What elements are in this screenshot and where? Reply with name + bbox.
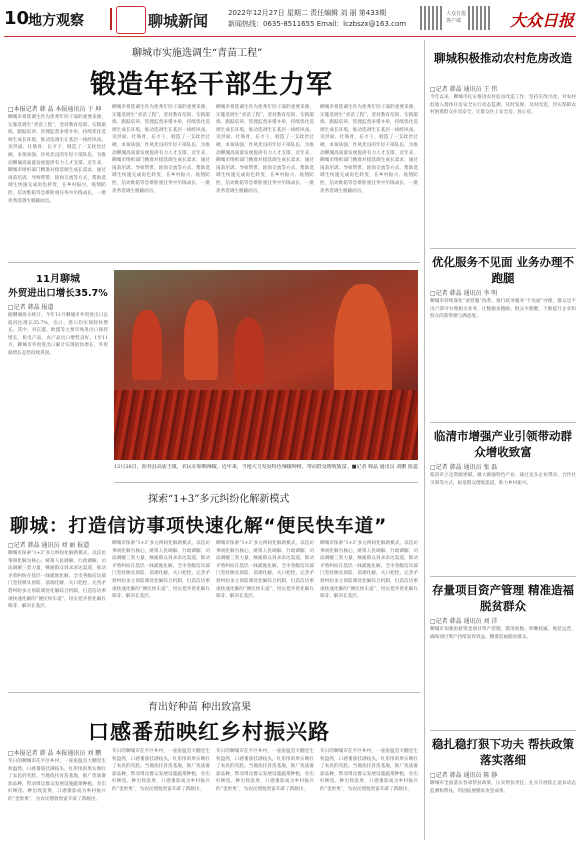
section-divider	[430, 422, 576, 423]
middle-body-col3: 聊城市探索“1+3”多元纠纷化解新模式，以信访事项化解为核心，统筹人民调解、行政调解、司法调解三类力量，畅通群众诉求表达渠道，推动矛盾纠纷在基层一线就地化解。全市各级信访部门坚持源头预防、前端化解、关口把控，完善矛盾纠纷多元预防调处化解综合机制，打造信访事项快速化解的“便民快车道”，切实把矛盾化解在萌芽、解决在基层。	[216, 541, 314, 600]
middle-body-col1: 聊城市探索“1+3”多元纠纷化解新模式，以信访事项化解为核心，统筹人民调解、行政调解、司法调解三类力量，畅通群众诉求表达渠道，推动矛盾纠纷在基层一线就地化解。全市各级信访部门坚持源头预防、前端化解、关口把控，完善矛盾纠纷多元预防调处化解综合机制，打造信访事项快速化解的“便民快车道”，切实把矛盾化解在萌芽、解决在基层。	[8, 551, 106, 610]
section-divider	[430, 576, 576, 577]
stat-subtitle: 外贸进出口增长35.7%	[8, 288, 108, 299]
photo-figure	[234, 318, 264, 384]
photo-figure	[132, 310, 162, 380]
photo-caption: 12月26日，阳谷县高庙王镇，农民在晾晒辣椒。近年来，当地大力发展特色辣椒种植，带动群众增收致富。■记者 韩晶 通讯员 刘鹏 报道	[114, 464, 418, 470]
header-rule	[4, 36, 576, 37]
middle-byline: □记者 韩晶 通讯员 刘 丽 报道	[8, 542, 90, 549]
sidebar-story-body: 聊城市加强衔接资金项目资产管理，摸清底数、明晰权属、规范运营，确保项目资产持续发挥效益，精准造福脱贫群众。	[430, 627, 576, 640]
section-divider	[114, 482, 418, 483]
lead-byline: □本报记者 韩 晶 本报通讯员 于 坤	[8, 106, 102, 113]
page-number: 10	[4, 8, 30, 29]
sidebar-story-title: 存量项目资产管理 精准造福脱贫群众	[431, 583, 574, 613]
lead-headline: 锻造年轻干部生力军	[90, 70, 334, 100]
page-header	[0, 0, 580, 38]
date-line: 2022年12月27日 星期二 责任编辑 刘 丽 第433期	[228, 9, 387, 17]
sidebar-story-byline: □记者 韩晶 通讯员 王 伟	[430, 86, 498, 93]
section-divider	[8, 692, 420, 693]
bottom-body-col4: 冬日的聊城市茌平区乡村，一座座温室大棚里生机盎然，口感番茄挂满枝头，红彤彤的果实映红了农民的笑脸。当地依托育苗基地，推广优质番茄品种，带动周边群众发展设施蔬菜种植，育出好种苗、种出致富果，口感番茄成为乡村振兴的“金果果”，为农民增收致富开辟了新路径。	[320, 749, 418, 792]
photo-chili-field	[114, 390, 418, 460]
lead-body-col1: 聊城市将选调生作为优秀年轻干部的重要来源，实施选调生“青苗工程”，坚持教育培训、实践锻炼、跟踪培养、管理监督多措并举，持续优化选调生成长环境，推动选调生在基层一线经风雨、见世面、壮筋骨、长才干，锻造了一支政治过硬、本领高强、作风优良的年轻干部队伍，为推动聊城高质量发展提供有力人才支撑。近年来，聊城市组织部门精准对接选调生成长需求，通过岗前培训、导师帮带、轮岗交流等方式，帮助选调生快速完成角色转变，在乡村振兴、疫情防控、信访维稳等急难险重任务中历练成长，一批优秀选调生脱颖而出。	[8, 115, 106, 204]
sidebar-story-body: 聊城市全面落实各项帮扶政策，压实帮扶责任，扎实开展防止返贫动态监测和帮扶，巩固拓展脱贫攻坚成果。	[430, 781, 576, 794]
middle-kicker: 探索“1+3”多元纠纷化解新模式	[148, 494, 290, 505]
sidebar-story-title: 聊城积极推动农村危房改造	[434, 51, 572, 65]
column-title: 聊城新闻	[148, 12, 209, 30]
middle-body-col4: 聊城市探索“1+3”多元纠纷化解新模式，以信访事项化解为核心，统筹人民调解、行政调解、司法调解三类力量，畅通群众诉求表达渠道，推动矛盾纠纷在基层一线就地化解。全市各级信访部门坚持源头预防、前端化解、关口把控，完善矛盾纠纷多元预防调处化解综合机制，打造信访事项快速化解的“便民快车道”，切实把矛盾化解在萌芽、解决在基层。	[320, 541, 418, 600]
sidebar-story-title: 稳扎稳打狠下功夫 帮扶政策落实落细	[431, 737, 574, 767]
lead-body-col4: 聊城市将选调生作为优秀年轻干部的重要来源，实施选调生“青苗工程”，坚持教育培训、实践锻炼、跟踪培养、管理监督多措并举，持续优化选调生成长环境，推动选调生在基层一线经风雨、见世面、壮筋骨、长才干，锻造了一支政治过硬、本领高强、作风优良的年轻干部队伍，为推动聊城高质量发展提供有力人才支撑。近年来，聊城市组织部门精准对接选调生成长需求，通过岗前培训、导师帮带、轮岗交流等方式，帮助选调生快速完成角色转变，在乡村振兴、疫情防控、信访维稳等急难险重任务中历练成长，一批优秀选调生脱颖而出。	[320, 105, 418, 194]
middle-body-col2: 聊城市探索“1+3”多元纠纷化解新模式，以信访事项化解为核心，统筹人民调解、行政调解、司法调解三类力量，畅通群众诉求表达渠道，推动矛盾纠纷在基层一线就地化解。全市各级信访部门坚持源头预防、前端化解、关口把控，完善矛盾纠纷多元预防调处化解综合机制，打造信访事项快速化解的“便民快车道”，切实把矛盾化解在萌芽、解决在基层。	[112, 541, 210, 600]
middle-headline: 聊城：打造信访事项快速化解“便民快车道”	[10, 516, 388, 537]
column-divider	[424, 40, 425, 840]
header-divider	[110, 8, 112, 30]
sidebar-story-byline: □记者 韩晶 通讯员 陈 静	[430, 772, 498, 779]
stat-byline: □记者 韩晶 报道	[8, 304, 54, 311]
contact-line: 新闻热线：0635-8511655 Email：lczbszx@163.com	[228, 20, 407, 28]
bottom-body-col3: 冬日的聊城市茌平区乡村，一座座温室大棚里生机盎然，口感番茄挂满枝头，红彤彤的果实映红了农民的笑脸。当地依托育苗基地，推广优质番茄品种，带动周边群众发展设施蔬菜种植，育出好种苗、种出致富果，口感番茄成为乡村振兴的“金果果”，为农民增收致富开辟了新路径。	[216, 749, 314, 792]
sidebar	[430, 40, 576, 840]
qr-code-icon	[420, 6, 444, 30]
bottom-byline: □本报记者 韩 晶 本报通讯员 刘 鹏	[8, 750, 102, 757]
sidebar-story-byline: □记者 韩晶 通讯员 刘 洋	[430, 618, 498, 625]
section-divider	[430, 730, 576, 731]
bottom-body-col1: 冬日的聊城市茌平区乡村，一座座温室大棚里生机盎然，口感番茄挂满枝头，红彤彤的果实映红了农民的笑脸。当地依托育苗基地，推广优质番茄品种，带动周边群众发展设施蔬菜种植，育出好种苗、种出致富果，口感番茄成为乡村振兴的“金果果”，为农民增收致富开辟了新路径。	[8, 759, 106, 802]
stat-body: 据聊城海关统计，今年11月聊城市外贸进出口总值同比增长35.7%，出口、进口均实现较快增长。其中，对东盟、欧盟等主要市场进出口保持增长，机电产品、农产品出口增势良好。1至11月，聊城市外贸进出口累计实现较快增长，外贸稳增长态势持续巩固。	[8, 313, 108, 356]
newspaper-logo-icon	[116, 6, 146, 34]
section-divider	[8, 262, 420, 263]
sidebar-story-byline: □记者 韩晶 通讯员 李 明	[430, 290, 498, 297]
sidebar-story-body: 聊城市持续深化“放管服”改革，推行政务服务“不见面”办理，群众足不出户即可办理相关业务，让数据多跑路、群众少跑腿，不断提升企业和群众的获得感与满意度。	[430, 299, 576, 320]
lead-kicker: 聊城市实施选调生“青苗工程”	[132, 48, 263, 59]
bottom-body-col2: 冬日的聊城市茌平区乡村，一座座温室大棚里生机盎然，口感番茄挂满枝头，红彤彤的果实映红了农民的笑脸。当地依托育苗基地，推广优质番茄品种，带动周边群众发展设施蔬菜种植，育出好种苗、种出致富果，口感番茄成为乡村振兴的“金果果”，为农民增收致富开辟了新路径。	[112, 749, 210, 792]
photo-figure	[184, 300, 218, 380]
stat-title: 11月聊城	[36, 274, 80, 285]
section-divider	[430, 248, 576, 249]
qr-label-1: 大众日报客户端	[446, 11, 467, 24]
qr-code-icon	[468, 6, 492, 30]
sidebar-story-body: 临清市立足资源禀赋，做大做强特色产业，通过龙头企业带动、合作社引领等方式，拓宽群众增收渠道，助力乡村振兴。	[430, 473, 576, 486]
lead-body-col2: 聊城市将选调生作为优秀年轻干部的重要来源，实施选调生“青苗工程”，坚持教育培训、实践锻炼、跟踪培养、管理监督多措并举，持续优化选调生成长环境，推动选调生在基层一线经风雨、见世面、壮筋骨、长才干，锻造了一支政治过硬、本领高强、作风优良的年轻干部队伍，为推动聊城高质量发展提供有力人才支撑。近年来，聊城市组织部门精准对接选调生成长需求，通过岗前培训、导师帮带、轮岗交流等方式，帮助选调生快速完成角色转变，在乡村振兴、疫情防控、信访维稳等急难险重任务中历练成长，一批优秀选调生脱颖而出。	[112, 105, 210, 194]
sidebar-story-body: 今年以来，聊城市扎实推进农村危房改造工作，坚持应改尽改，对农村低收入群体住房安全实行动态监测，及时发现、及时改造，切实保障农村困难群众住房安全，让群众住上安全房、放心房。	[430, 95, 576, 116]
bottom-headline: 口感番茄映红乡村振兴路	[88, 720, 330, 744]
sidebar-story-byline: □记者 韩晶 通讯员 张 磊	[430, 464, 498, 471]
lead-body-col3: 聊城市将选调生作为优秀年轻干部的重要来源，实施选调生“青苗工程”，坚持教育培训、实践锻炼、跟踪培养、管理监督多措并举，持续优化选调生成长环境，推动选调生在基层一线经风雨、见世面、壮筋骨、长才干，锻造了一支政治过硬、本领高强、作风优良的年轻干部队伍，为推动聊城高质量发展提供有力人才支撑。近年来，聊城市组织部门精准对接选调生成长需求，通过岗前培训、导师帮带、轮岗交流等方式，帮助选调生快速完成角色转变，在乡村振兴、疫情防控、信访维稳等急难险重任务中历练成长，一批优秀选调生脱颖而出。	[216, 105, 314, 194]
section-name: 地方观察	[28, 13, 84, 29]
news-photo	[114, 270, 418, 460]
sidebar-story-title: 优化服务不见面 业务办理不跑腿	[431, 255, 574, 285]
bottom-kicker: 育出好种苗 种出致富果	[148, 702, 252, 713]
sidebar-story-title: 临清市增强产业引领带动群众增收致富	[434, 429, 572, 459]
brand-name: 大众日报	[510, 11, 575, 30]
